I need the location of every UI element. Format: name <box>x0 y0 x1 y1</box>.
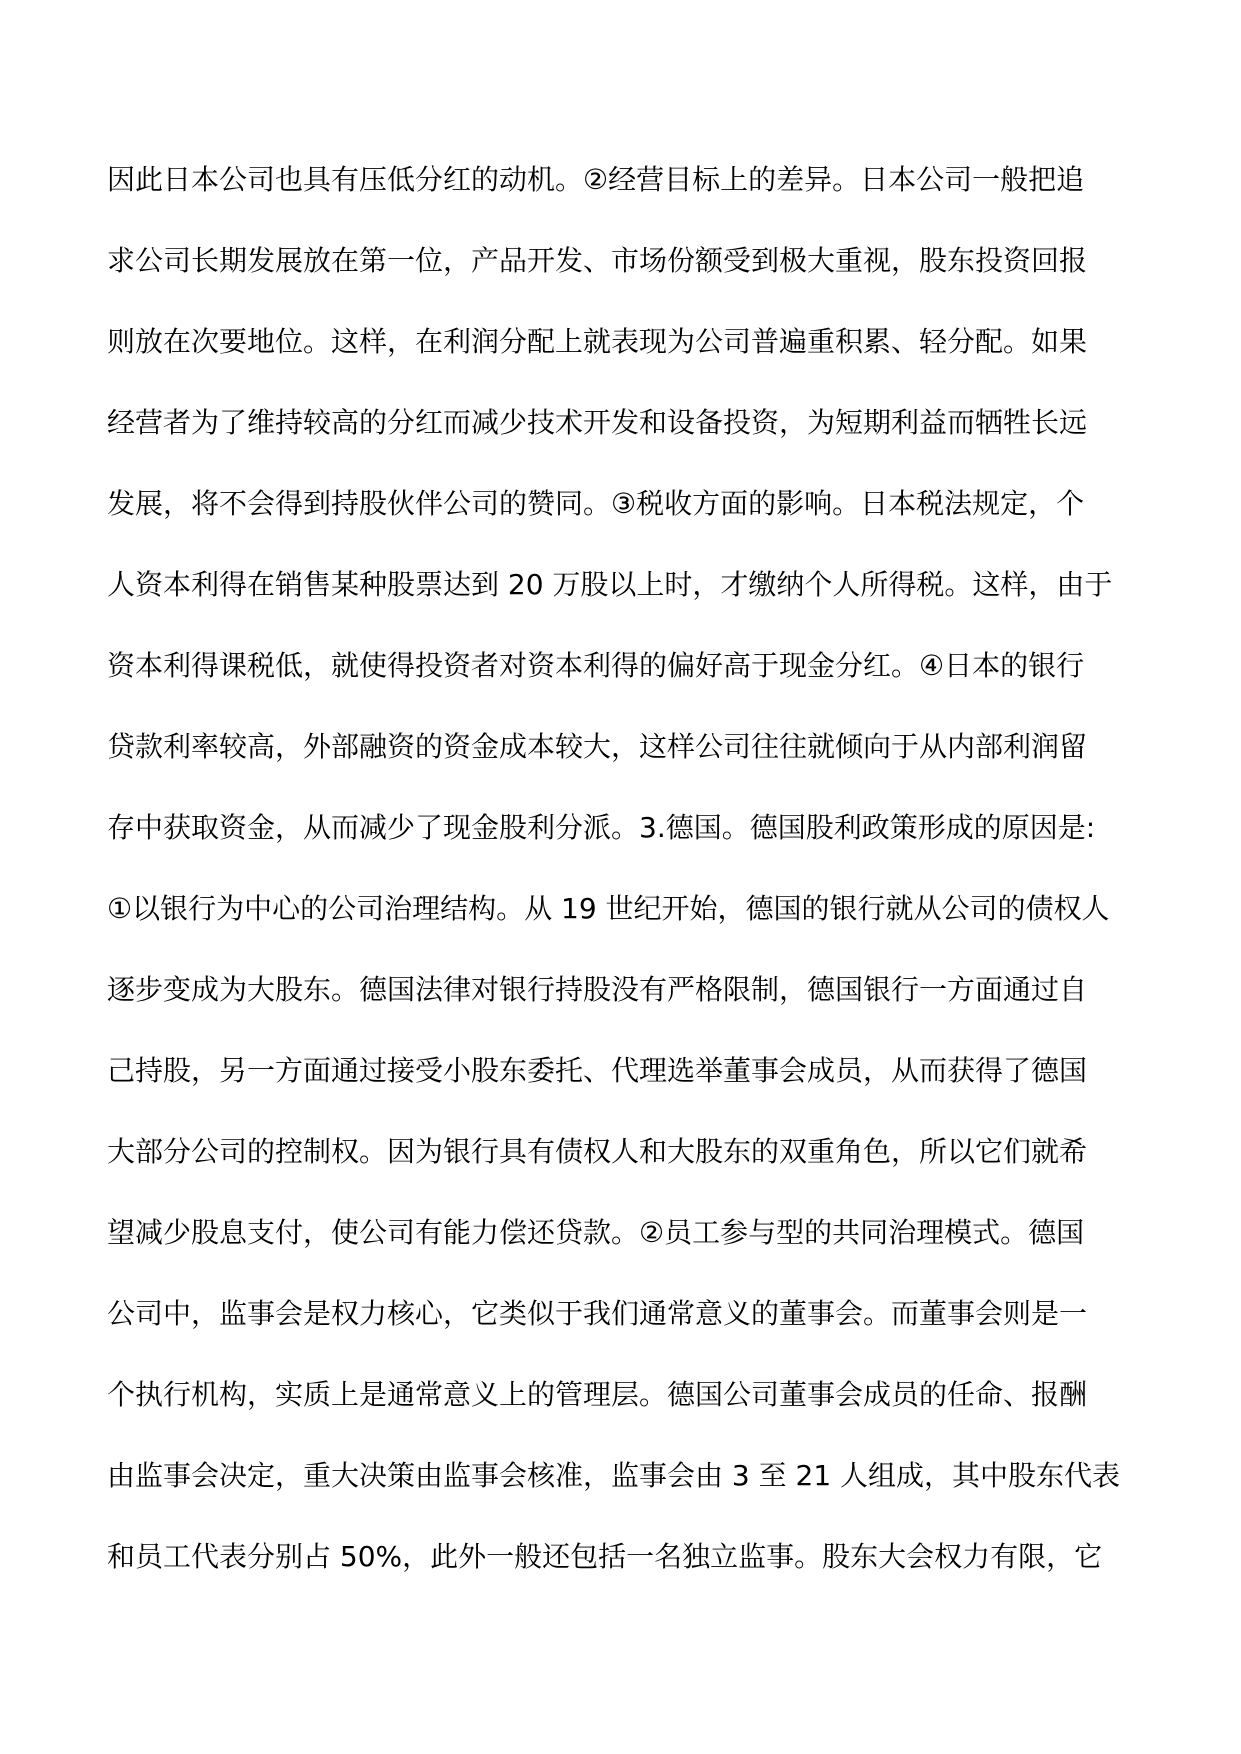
text-line: 公司中，监事会是权力核心，它类似于我们通常意义的董事会。而董事会则是一 <box>107 1297 1088 1330</box>
text-line: 人资本利得在销售某种股票达到 20 万股以上时，才缴纳个人所得税。这样，由于 <box>107 568 1113 601</box>
text-line: 望减少股息支付，使公司有能力偿还贷款。②员工参与型的共同治理模式。德国 <box>107 1216 1085 1249</box>
text-line: 存中获取资金，从而减少了现金股利分派。3.德国。德国股利政策形成的原因是: <box>107 811 1096 844</box>
body-text <box>107 160 1147 1618</box>
text-line: 个执行机构，实质上是通常意义上的管理层。德国公司董事会成员的任命、报酬 <box>107 1378 1088 1411</box>
text-line: 由监事会决定，重大决策由监事会核准，监事会由 3 至 21 人组成，其中股东代表 <box>107 1459 1121 1492</box>
text-line: 大部分公司的控制权。因为银行具有债权人和大股东的双重角色，所以它们就希 <box>107 1135 1088 1168</box>
text-line: 则放在次要地位。这样，在利润分配上就表现为公司普遍重积累、轻分配。如果 <box>107 325 1088 358</box>
text-line: 己持股，另一方面通过接受小股东委托、代理选举董事会成员，从而获得了德国 <box>107 1054 1088 1087</box>
text-line: 资本利得课税低，就使得投资者对资本利得的偏好高于现金分红。④日本的银行 <box>107 649 1085 682</box>
text-line: 经营者为了维持较高的分红而减少技术开发和设备投资，为短期利益而牺牲长远 <box>107 406 1088 439</box>
text-line: ①以银行为中心的公司治理结构。从 19 世纪开始，德国的银行就从公司的债权人 <box>107 892 1110 925</box>
text-line: 逐步变成为大股东。德国法律对银行持股没有严格限制，德国银行一方面通过自 <box>107 973 1088 1006</box>
text-line: 和员工代表分别占 50%，此外一般还包括一名独立监事。股东大会权力有限，它 <box>107 1540 1103 1573</box>
text-line: 发展，将不会得到持股伙伴公司的赞同。③税收方面的影响。日本税法规定，个 <box>107 487 1085 520</box>
text-line: 求公司长期发展放在第一位，产品开发、市场份额受到极大重视，股东投资回报 <box>107 244 1088 277</box>
text-line: 因此日本公司也具有压低分红的动机。②经营目标上的差异。日本公司一般把追 <box>107 163 1085 196</box>
text-line: 贷款利率较高，外部融资的资金成本较大，这样公司往往就倾向于从内部利润留 <box>107 730 1088 763</box>
